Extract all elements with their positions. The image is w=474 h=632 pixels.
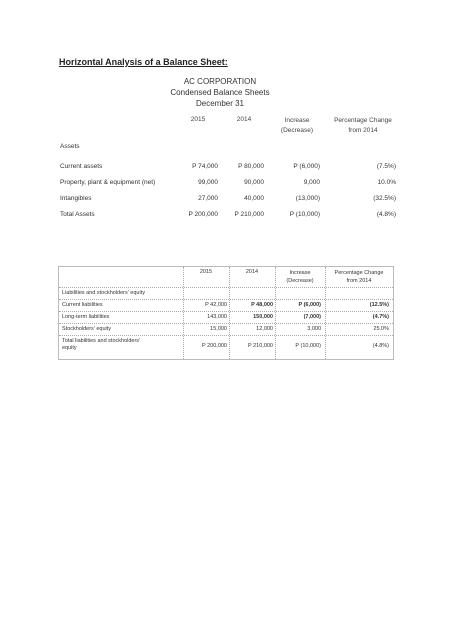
value-2015: P 200,000 <box>188 211 218 218</box>
row-label: Property, plant & equipment (net) <box>60 179 156 186</box>
value-pct: 25.0% <box>373 326 389 332</box>
value-pct: (4.8%) <box>372 343 389 349</box>
table-row <box>59 314 393 326</box>
section-label-row <box>60 143 396 155</box>
row-label: Long-term liabilities <box>62 314 110 320</box>
section-label: Liabilities and stockholders' equity <box>62 290 145 296</box>
row-label: Current assets <box>60 163 103 170</box>
value-2014: P 48,000 <box>251 302 273 308</box>
statement-header <box>160 76 280 109</box>
value-2014: 12,000 <box>256 326 273 332</box>
row-label: Total Assets <box>60 211 95 218</box>
section-label-row <box>59 290 393 302</box>
page-title: Horizontal Analysis of a Balance Sheet: <box>59 57 228 67</box>
value-2015: P 42,000 <box>205 302 227 308</box>
value-2014: 90,000 <box>244 179 264 186</box>
col-header-pct: Percentage Change from 2014 <box>334 117 392 134</box>
row-divider <box>59 287 393 288</box>
table-row <box>59 326 393 338</box>
value-pct: (32.5%) <box>373 195 396 202</box>
statement-name: Condensed Balance Sheets <box>170 88 270 97</box>
value-change: (13,000) <box>295 195 320 202</box>
company-name: AC CORPORATION <box>183 77 257 86</box>
value-change: P (6,000) <box>293 163 320 170</box>
table-row <box>59 302 393 314</box>
row-label: Intangibles <box>60 195 92 202</box>
value-pct: (4.7%) <box>372 314 389 320</box>
value-2015: 143,000 <box>207 314 227 320</box>
col-header-2015: 2015 <box>190 116 206 123</box>
value-2015: 15,000 <box>210 326 227 332</box>
value-2015: P 200,000 <box>202 343 227 349</box>
col-header-pct: Percentage Change from 2014 <box>334 270 384 284</box>
table-row <box>60 163 396 175</box>
liabilities-table <box>58 266 394 360</box>
row-label: Stockholders' equity <box>62 326 112 332</box>
value-change: (7,000) <box>303 314 321 320</box>
value-2014: 40,000 <box>244 195 264 202</box>
value-change: 9,000 <box>303 179 320 186</box>
value-change: P (10,000) <box>295 343 321 349</box>
value-change: 3,000 <box>307 326 321 332</box>
col-header-change: Increase (Decrease) <box>286 270 314 284</box>
table-row <box>60 179 396 191</box>
table-row-total <box>59 338 393 358</box>
row-label: Total liabilities and stockholders' equity <box>62 338 141 351</box>
value-2015: P 74,000 <box>192 163 218 170</box>
table-header-row <box>59 269 393 287</box>
statement-date: December 31 <box>195 99 245 108</box>
section-label: Assets <box>60 143 80 150</box>
table-row <box>60 195 396 207</box>
value-2015: 27,000 <box>198 195 218 202</box>
value-2014: P 210,000 <box>234 211 264 218</box>
row-label: Current liabilities <box>62 302 103 308</box>
col-header-2014: 2014 <box>245 269 259 275</box>
value-pct: (7.5%) <box>376 163 396 170</box>
col-header-2014: 2014 <box>236 116 252 123</box>
value-change: P (6,000) <box>298 302 321 308</box>
value-change: P (10,000) <box>289 211 320 218</box>
col-header-2015: 2015 <box>199 269 213 275</box>
table-row-total <box>60 211 396 223</box>
value-pct: (4.8%) <box>376 211 396 218</box>
value-2014: P 210,000 <box>248 343 273 349</box>
col-header-change: Increase (Decrease) <box>280 117 314 134</box>
value-2014: P 80,000 <box>238 163 264 170</box>
table-header-row <box>60 116 396 136</box>
value-pct: 10.0% <box>377 179 396 186</box>
value-pct: (12.5%) <box>369 302 389 308</box>
value-2015: 99,000 <box>198 179 218 186</box>
value-2014: 150,000 <box>253 314 273 320</box>
assets-table <box>60 116 396 226</box>
